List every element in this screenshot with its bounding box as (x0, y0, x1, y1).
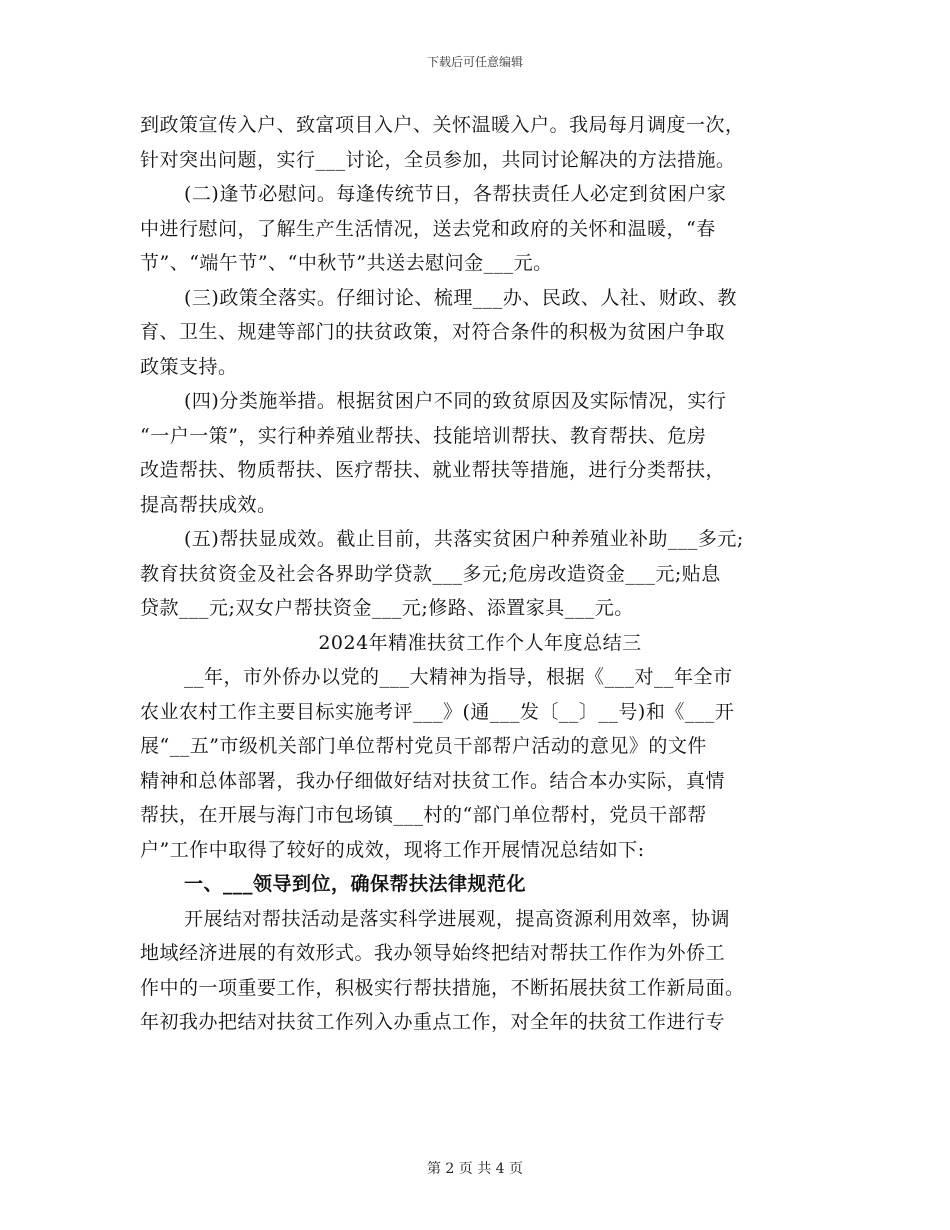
body-line: 到政策宣传入户、致富项目入户、关怀温暖入户。我局每月调度一次， (140, 114, 745, 136)
body-line: 精神和总体部署，我办仔细做好结对扶贫工作。结合本办实际，真情 (140, 769, 726, 792)
body-line: 户”工作中取得了较好的成效，现将工作开展情况总结如下: (140, 838, 645, 861)
body-line: 育、卫生、规建等部门的扶贫政策，对符合条件的积极为贫困户争取 (140, 321, 726, 343)
paragraph-start-line: 开展结对帮扶活动是落实科学进展观，提高资源利用效率，协调 (184, 907, 731, 930)
document-body (140, 108, 820, 1040)
section-heading: 一、___领导到位，确保帮扶法律规范化 (184, 873, 527, 895)
paragraph-start-line: (四)分类施举措。根据贫困户不同的致贫原因及实际情况，实行 (184, 390, 727, 412)
body-line: 节”、“端午节”、“中秋节”共送去慰问金___元。 (140, 252, 553, 274)
paragraph-start-line: (二)逢节必慰问。每逢传统节日，各帮扶责任人必定到贫困户家 (184, 183, 727, 205)
section-title: 2024年精准扶贫工作个人年度总结三 (318, 631, 642, 654)
body-line: 帮扶，在开展与海门市包场镇___村的“部门单位帮村，党员干部帮 (140, 804, 707, 826)
body-line: 农业农村工作主要目标实施考评___》(通___发〔__〕__号)和《___开 (140, 700, 735, 723)
body-line: 改造帮扶、物质帮扶、医疗帮扶、就业帮扶等措施，进行分类帮扶， (140, 459, 726, 481)
body-line: 提高帮扶成效。 (140, 493, 277, 516)
paragraph-start-line: __年，市外侨办以党的___大精神为指导，根据《___对__年全市 (184, 666, 733, 688)
body-line: 贷款___元;双女户帮扶资金___元;修路、添置家具___元。 (140, 597, 634, 619)
body-line: 教育扶贫资金及社会各界助学贷款___多元;危房改造资金___元;贴息 (140, 562, 721, 585)
body-line: “一户一策”，实行种养殖业帮扶、技能培训帮扶、教育帮扶、危房 (140, 424, 707, 447)
body-line: 地域经济进展的有效形式。我办领导始终把结对帮扶工作作为外侨工 (140, 942, 726, 964)
body-line: 针对突出问题，实行___讨论，全员参加，共同讨论解决的方法措施。 (140, 148, 736, 171)
body-line: 展“__五”市级机关部门单位帮村党员干部帮户活动的意见》的文件 (140, 735, 707, 757)
body-line: 年初我办把结对扶贫工作列入办重点工作，对全年的扶贫工作进行专 (140, 1011, 726, 1033)
body-line: 中进行慰问，了解生产生活情况，送去党和政府的关怀和温暖，“春 (140, 217, 716, 240)
paragraph-start-line: (三)政策全落实。仔细讨论、梳理___办、民政、人社、财政、教 (184, 286, 737, 309)
body-line: 政策支持。 (140, 355, 238, 378)
page-header: 下载后可任意编辑 (426, 55, 523, 69)
body-line: 作中的一项重要工作，积极实行帮扶措施，不断拓展扶贫工作新局面。 (140, 976, 745, 999)
page-number: 第 2 页 共 4 页 (426, 1161, 524, 1177)
paragraph-start-line: (五)帮扶显成效。截止目前，共落实贫困户种养殖业补助___多元; (184, 528, 744, 550)
